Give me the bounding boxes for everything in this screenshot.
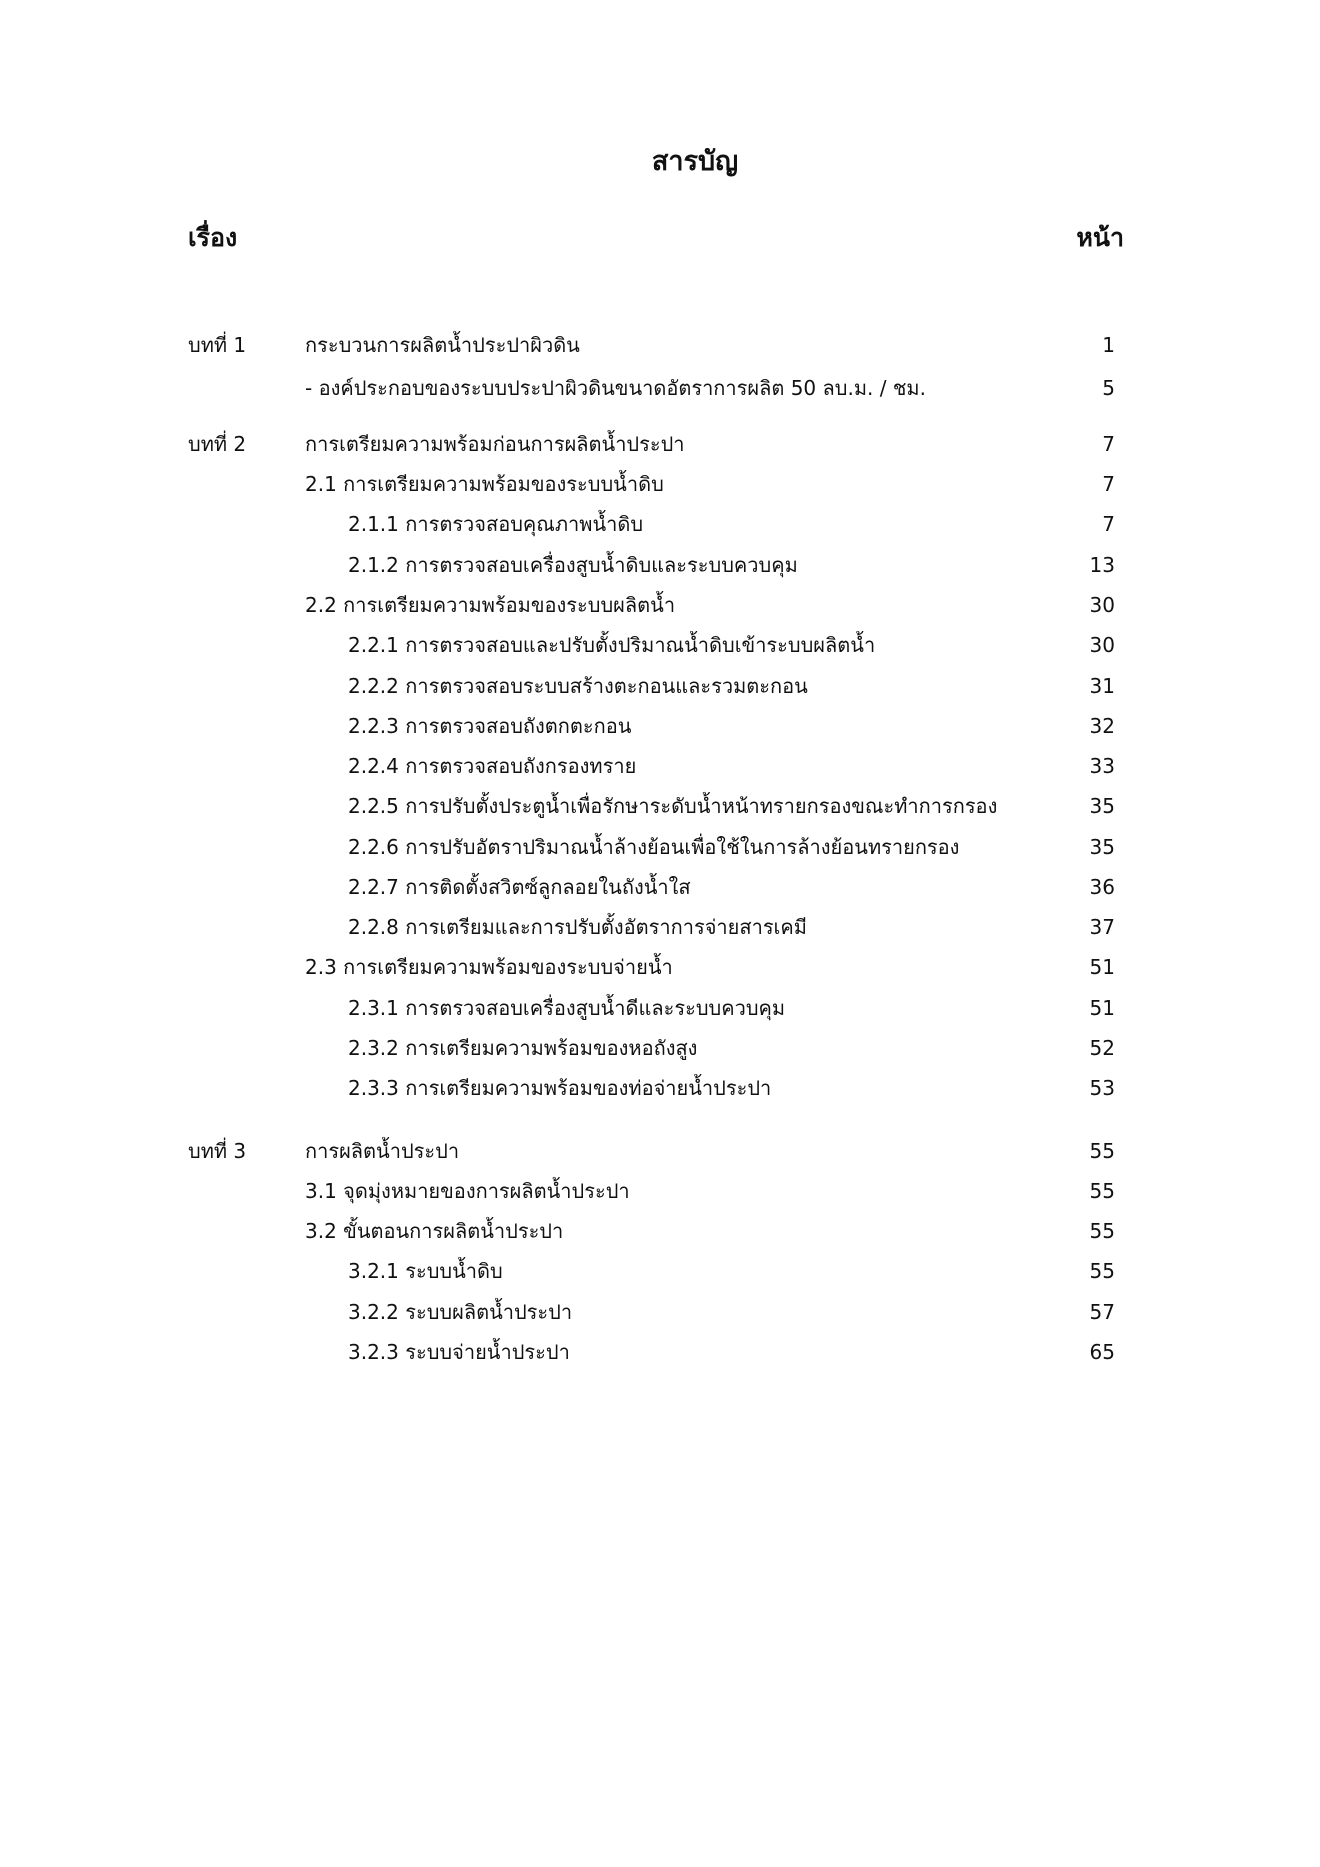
page-number: 1 (1102, 333, 1115, 357)
page-number: 35 (1089, 835, 1115, 859)
toc-entry-text: 2.2.2 การตรวจสอบระบบสร้างตะกอนและรวมตะกอน (348, 674, 808, 698)
toc-row (0, 1211, 1320, 1251)
toc-entry-text: 2.3.1 การตรวจสอบเครื่องสูบน้ำดีและระบบควบคุม (348, 996, 786, 1020)
toc-row (0, 988, 1320, 1028)
toc-entry-text: 2.3.2 การเตรียมความพร้อมของหอถังสูง (348, 1036, 698, 1060)
toc-row (0, 1068, 1320, 1108)
page-number: 52 (1089, 1036, 1115, 1060)
page-number: 13 (1089, 553, 1115, 577)
toc-row (0, 1292, 1320, 1332)
page-number: 35 (1089, 794, 1115, 818)
toc-entry-text: 2.2.8 การเตรียมและการปรับตั้งอัตราการจ่ายสารเคมี (348, 915, 807, 939)
toc-entry-text: 2.2 การเตรียมความพร้อมของระบบผลิตน้ำ (305, 593, 676, 617)
toc-entry-text: การเตรียมความพร้อมก่อนการผลิตน้ำประปา (305, 432, 685, 456)
toc-row (0, 827, 1320, 867)
page-number: 51 (1089, 955, 1115, 979)
chapter-label: บทที่ 3 (188, 1139, 247, 1163)
page-number: 7 (1102, 472, 1115, 496)
toc-row (0, 585, 1320, 625)
toc-row (0, 625, 1320, 665)
toc-row (0, 867, 1320, 907)
toc-row (0, 1332, 1320, 1372)
toc-row (0, 1028, 1320, 1068)
toc-row (0, 1131, 1320, 1171)
page-number: 55 (1089, 1259, 1115, 1283)
toc-row (0, 545, 1320, 585)
chapter-label: บทที่ 1 (188, 333, 247, 357)
toc-row (0, 424, 1320, 464)
page-number: 5 (1102, 376, 1115, 400)
page-number: 30 (1089, 633, 1115, 657)
page-number: 51 (1089, 996, 1115, 1020)
page-number: 7 (1102, 432, 1115, 456)
toc-row (0, 368, 1320, 408)
toc-row (0, 786, 1320, 826)
toc-entry-text: 2.3.3 การเตรียมความพร้อมของท่อจ่ายน้ำประปา (348, 1076, 772, 1100)
toc-row (0, 746, 1320, 786)
chapter-label: บทที่ 2 (188, 432, 247, 456)
page-number: 36 (1089, 875, 1115, 899)
toc-entry-text: 2.1.1 การตรวจสอบคุณภาพน้ำดิบ (348, 512, 644, 536)
toc-row (0, 666, 1320, 706)
toc-entry-text: 2.1.2 การตรวจสอบเครื่องสูบน้ำดิบและระบบควบคุม (348, 553, 798, 577)
toc-row (0, 504, 1320, 544)
page-number: 55 (1089, 1219, 1115, 1243)
toc-entry-text: 2.2.5 การปรับตั้งประตูน้ำเพื่อรักษาระดับน้ำหน้าทรายกรองขณะทำการกรอง (348, 794, 998, 818)
toc-row (0, 1171, 1320, 1211)
page-number: 30 (1089, 593, 1115, 617)
toc-row (0, 1251, 1320, 1291)
column-header-topic: เรื่อง (188, 223, 238, 252)
page-number: 55 (1089, 1179, 1115, 1203)
page-number: 53 (1089, 1076, 1115, 1100)
page-number: 7 (1102, 512, 1115, 536)
toc-row (0, 947, 1320, 987)
toc-entry-text: กระบวนการผลิตน้ำประปาผิวดิน (305, 333, 580, 357)
page-number: 31 (1089, 674, 1115, 698)
toc-entry-text: 3.2 ขั้นตอนการผลิตน้ำประปา (305, 1219, 564, 1243)
toc-entry-text: 3.2.1 ระบบน้ำดิบ (348, 1259, 503, 1283)
page-number: 55 (1089, 1139, 1115, 1163)
toc-entry-text: 3.1 จุดมุ่งหมายของการผลิตน้ำประปา (305, 1179, 630, 1203)
toc-row (0, 325, 1320, 365)
toc-entry-text: 2.2.3 การตรวจสอบถังตกตะกอน (348, 714, 632, 738)
column-header-page: หน้า (1076, 223, 1124, 252)
toc-entry-text: 2.3 การเตรียมความพร้อมของระบบจ่ายน้ำ (305, 955, 673, 979)
toc-entry-text: 3.2.3 ระบบจ่ายน้ำประปา (348, 1340, 570, 1364)
page-title: สารบัญ (651, 146, 739, 177)
toc-row (0, 464, 1320, 504)
page-number: 33 (1089, 754, 1115, 778)
toc-entry-text: - องค์ประกอบของระบบประปาผิวดินขนาดอัตราการผลิต 50 ลบ.ม. / ชม. (305, 376, 926, 400)
toc-entry-text: 2.2.1 การตรวจสอบและปรับตั้งปริมาณน้ำดิบเข้าระบบผลิตน้ำ (348, 633, 876, 657)
toc-row (0, 706, 1320, 746)
toc-row (0, 907, 1320, 947)
page-number: 65 (1089, 1340, 1115, 1364)
page-number: 37 (1089, 915, 1115, 939)
toc-entry-text: การผลิตน้ำประปา (305, 1139, 460, 1163)
toc-entry-text: 3.2.2 ระบบผลิตน้ำประปา (348, 1300, 573, 1324)
toc-entry-text: 2.2.7 การติดตั้งสวิตซ์ลูกลอยในถังน้ำใส (348, 875, 691, 899)
page-number: 32 (1089, 714, 1115, 738)
toc-entry-text: 2.2.4 การตรวจสอบถังกรองทราย (348, 754, 637, 778)
toc-entry-text: 2.2.6 การปรับอัตราปริมาณน้ำล้างย้อนเพื่อใช้ในการล้างย้อนทรายกรอง (348, 835, 960, 859)
toc-entry-text: 2.1 การเตรียมความพร้อมของระบบน้ำดิบ (305, 472, 664, 496)
page-number: 57 (1089, 1300, 1115, 1324)
